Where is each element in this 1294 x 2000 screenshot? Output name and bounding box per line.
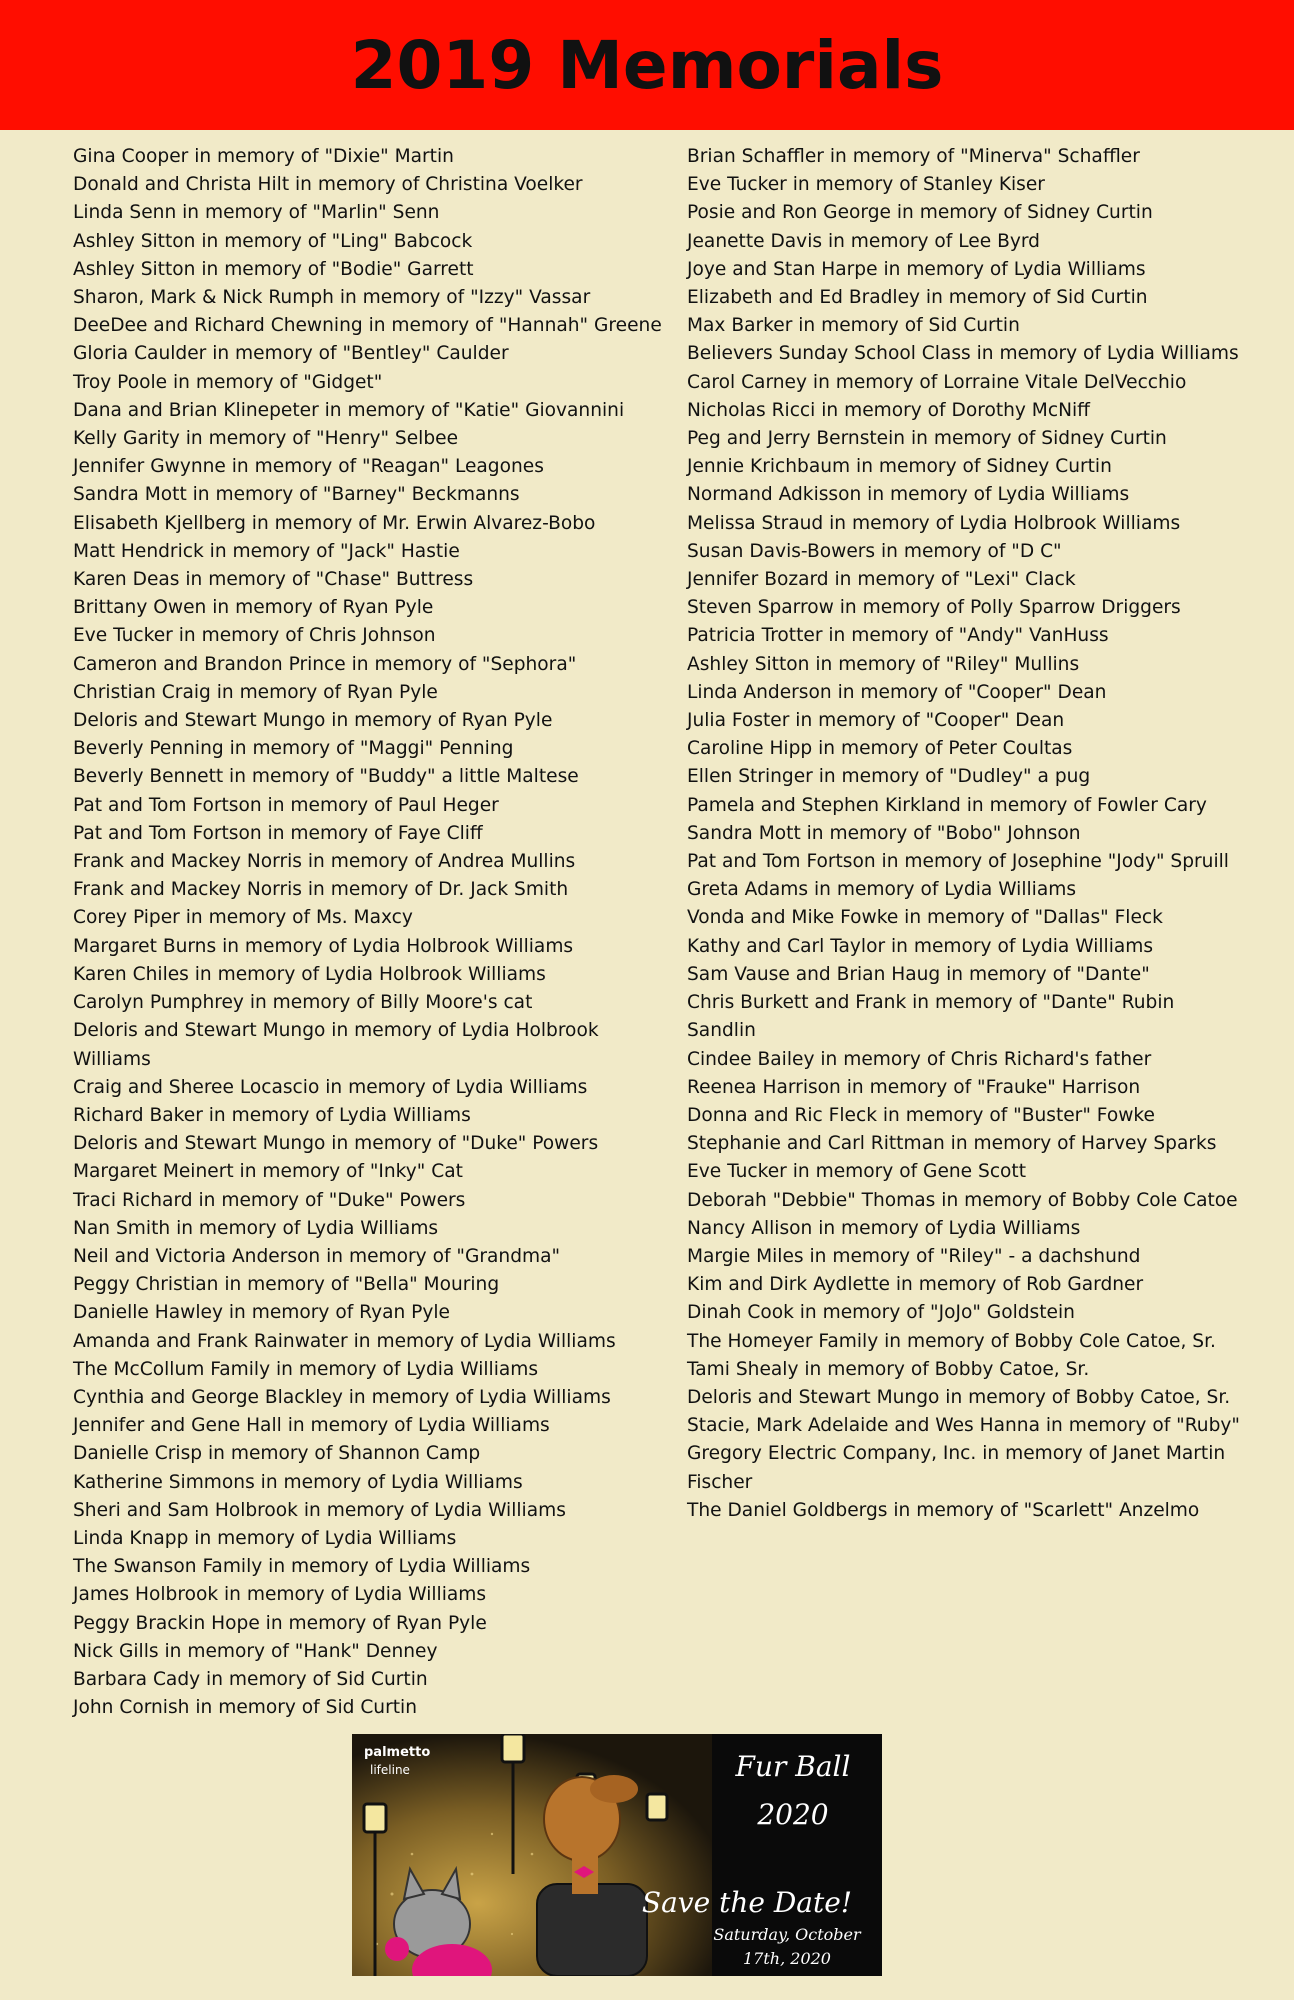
memorial-entry: Nancy Allison in memory of Lydia Williams bbox=[687, 1217, 1081, 1239]
memorial-entry: Deloris and Stewart Mungo in memory of Bobby Catoe, Sr. bbox=[687, 1386, 1231, 1408]
memorial-entry: Karen Chiles in memory of Lydia Holbrook Williams bbox=[73, 963, 546, 985]
memorials-right-column bbox=[687, 143, 1247, 1525]
memorial-entry: Dana and Brian Klinepeter in memory of "Katie" Giovannini bbox=[73, 399, 625, 421]
memorial-entry: Max Barker in memory of Sid Curtin bbox=[687, 315, 1020, 337]
logo-line2: lifeline bbox=[370, 1763, 410, 1777]
memorial-entry: Eve Tucker in memory of Chris Johnson bbox=[73, 625, 436, 647]
memorial-entry: Jennifer and Gene Hall in memory of Lydia Williams bbox=[73, 1415, 550, 1437]
memorial-entry: Eve Tucker in memory of Stanley Kiser bbox=[687, 174, 1045, 196]
memorial-entry: Gregory Electric Company, Inc. in memory of Janet Martin Fischer bbox=[687, 1443, 1226, 1493]
memorial-entry: Joye and Stan Harpe in memory of Lydia Williams bbox=[687, 258, 1146, 280]
memorial-entry: Margaret Burns in memory of Lydia Holbrook Williams bbox=[73, 935, 574, 957]
memorial-entry: Stacie, Mark Adelaide and Wes Hanna in memory of "Ruby" bbox=[687, 1415, 1240, 1437]
memorial-entry: Troy Poole in memory of "Gidget" bbox=[73, 371, 383, 393]
memorial-entry: Jeanette Davis in memory of Lee Byrd bbox=[687, 230, 1040, 252]
memorial-entry: Believers Sunday School Class in memory of Lydia Williams bbox=[687, 343, 1239, 365]
memorial-entry: Sandra Mott in memory of "Barney" Beckmanns bbox=[73, 484, 520, 506]
memorials-left-column bbox=[73, 143, 673, 1722]
memorial-entry: Christian Craig in memory of Ryan Pyle bbox=[73, 681, 438, 703]
memorial-entry: Jennifer Bozard in memory of "Lexi" Clack bbox=[687, 569, 1076, 591]
event-name: Fur Ball bbox=[735, 1750, 851, 1783]
memorial-entry: Linda Anderson in memory of "Cooper" Dean bbox=[687, 681, 1107, 703]
memorial-entry: Tami Shealy in memory of Bobby Catoe, Sr. bbox=[687, 1358, 1090, 1380]
memorial-entry: Eve Tucker in memory of Gene Scott bbox=[687, 1161, 1026, 1183]
memorial-entry: Gloria Caulder in memory of "Bentley" Caulder bbox=[73, 343, 509, 365]
memorial-entry: The Daniel Goldbergs in memory of "Scarlett" Anzelmo bbox=[687, 1499, 1200, 1521]
memorial-entry: Traci Richard in memory of "Duke" Powers bbox=[73, 1189, 466, 1211]
memorial-entry: Nick Gills in memory of "Hank" Denney bbox=[73, 1640, 438, 1662]
memorial-entry: Dinah Cook in memory of "JoJo" Goldstein bbox=[687, 1302, 1075, 1324]
memorial-entry: Peg and Jerry Bernstein in memory of Sidney Curtin bbox=[687, 428, 1167, 450]
memorial-entry: Richard Baker in memory of Lydia Williams bbox=[73, 1104, 471, 1126]
memorial-entry: Craig and Sheree Locascio in memory of Lydia Williams bbox=[73, 1076, 588, 1098]
memorial-entry: Sharon, Mark & Nick Rumph in memory of "Izzy" Vassar bbox=[73, 287, 591, 309]
memorial-entry: Cameron and Brandon Prince in memory of "Sephora" bbox=[73, 653, 577, 675]
memorial-entry: Linda Knapp in memory of Lydia Williams bbox=[73, 1527, 457, 1549]
memorial-entry: Jennifer Gwynne in memory of "Reagan" Leagones bbox=[73, 456, 544, 478]
flyer-graphic bbox=[352, 1734, 882, 1976]
memorial-entry: Peggy Christian in memory of "Bella" Mouring bbox=[73, 1274, 500, 1296]
logo-line1: palmetto bbox=[364, 1745, 431, 1760]
memorial-entry: Katherine Simmons in memory of Lydia Williams bbox=[73, 1471, 523, 1493]
memorial-entry: Brian Schaffler in memory of "Minerva" Schaffler bbox=[687, 146, 1140, 167]
memorial-entry: Peggy Brackin Hope in memory of Ryan Pyle bbox=[73, 1612, 487, 1634]
memorial-entry: Reenea Harrison in memory of "Frauke" Harrison bbox=[687, 1076, 1141, 1098]
memorial-entry: Sandra Mott in memory of "Bobo" Johnson bbox=[687, 822, 1081, 844]
memorial-entry: Julia Foster in memory of "Cooper" Dean bbox=[687, 710, 1065, 732]
memorial-entry: Deborah "Debbie" Thomas in memory of Bobby Cole Catoe bbox=[687, 1189, 1238, 1211]
memorial-entry: Kim and Dirk Aydlette in memory of Rob Gardner bbox=[687, 1274, 1144, 1296]
memorial-entry: Kelly Garity in memory of "Henry" Selbee bbox=[73, 428, 459, 450]
memorial-entry: Steven Sparrow in memory of Polly Sparrow Driggers bbox=[687, 597, 1181, 619]
event-date-line1: Saturday, October bbox=[713, 1925, 861, 1944]
memorial-entry: Ashley Sitton in memory of "Riley" Mullins bbox=[687, 653, 1080, 675]
memorial-entry: Donna and Ric Fleck in memory of "Buster" Fowke bbox=[687, 1104, 1155, 1126]
memorial-entry: Vonda and Mike Fowke in memory of "Dallas" Fleck bbox=[687, 907, 1163, 929]
memorial-entry: Gina Cooper in memory of "Dixie" Martin bbox=[73, 146, 454, 167]
memorial-entry: Beverly Bennett in memory of "Buddy" a little Maltese bbox=[73, 766, 579, 788]
memorial-entry: Pamela and Stephen Kirkland in memory of Fowler Cary bbox=[687, 794, 1207, 816]
event-date-line2: 17th, 2020 bbox=[743, 1949, 831, 1968]
memorial-entry: Linda Senn in memory of "Marlin" Senn bbox=[73, 202, 440, 224]
memorial-entry: Pat and Tom Fortson in memory of Faye Cliff bbox=[73, 822, 483, 844]
memorial-entry: Deloris and Stewart Mungo in memory of Lydia Holbrook Williams bbox=[73, 1020, 599, 1070]
memorial-entry: Carol Carney in memory of Lorraine Vitale DelVecchio bbox=[687, 371, 1187, 393]
memorial-entry: Cynthia and George Blackley in memory of Lydia Williams bbox=[73, 1386, 611, 1408]
memorial-entry: Karen Deas in memory of "Chase" Buttress bbox=[73, 569, 474, 591]
memorial-entry: Nicholas Ricci in memory of Dorothy McNiff bbox=[687, 399, 1090, 421]
memorial-entry: Frank and Mackey Norris in memory of Andrea Mullins bbox=[73, 851, 576, 873]
memorial-entry: Deloris and Stewart Mungo in memory of Ryan Pyle bbox=[73, 710, 553, 732]
memorial-entry: Neil and Victoria Anderson in memory of "Grandma" bbox=[73, 1245, 561, 1267]
memorial-entry: The McCollum Family in memory of Lydia Williams bbox=[73, 1358, 539, 1380]
memorial-entry: Sam Vause and Brian Haug in memory of "Dante" bbox=[687, 963, 1150, 985]
memorial-entry: Brittany Owen in memory of Ryan Pyle bbox=[73, 597, 434, 619]
header-banner bbox=[0, 0, 1294, 130]
memorial-entry: Normand Adkisson in memory of Lydia Williams bbox=[687, 484, 1130, 506]
memorial-entry: Elizabeth and Ed Bradley in memory of Sid Curtin bbox=[687, 287, 1148, 309]
event-year: 2020 bbox=[757, 1798, 829, 1831]
memorial-entry: Ashley Sitton in memory of "Bodie" Garrett bbox=[73, 258, 474, 280]
memorial-entry: Cindee Bailey in memory of Chris Richard's father bbox=[687, 1048, 1152, 1070]
memorial-entry: Jennie Krichbaum in memory of Sidney Curtin bbox=[687, 456, 1112, 478]
memorial-entry: Frank and Mackey Norris in memory of Dr. Jack Smith bbox=[73, 879, 569, 901]
memorial-entry: James Holbrook in memory of Lydia Williams bbox=[73, 1584, 487, 1606]
memorial-entry: Kathy and Carl Taylor in memory of Lydia Williams bbox=[687, 935, 1154, 957]
memorial-entry: The Homeyer Family in memory of Bobby Cole Catoe, Sr. bbox=[687, 1330, 1216, 1352]
memorial-entry: Melissa Straud in memory of Lydia Holbrook Williams bbox=[687, 512, 1181, 534]
memorial-entry: Margaret Meinert in memory of "Inky" Cat bbox=[73, 1161, 463, 1183]
memorial-entry: Ellen Stringer in memory of "Dudley" a pug bbox=[687, 766, 1091, 788]
memorial-entry: Patricia Trotter in memory of "Andy" VanHuss bbox=[687, 625, 1109, 647]
memorial-entry: Chris Burkett and Frank in memory of "Dante" Rubin Sandlin bbox=[687, 992, 1175, 1042]
memorial-entry: Susan Davis-Bowers in memory of "D C" bbox=[687, 540, 1062, 562]
memorial-entry: Ashley Sitton in memory of "Ling" Babcock bbox=[73, 230, 473, 252]
memorial-entry: Matt Hendrick in memory of "Jack" Hastie bbox=[73, 540, 460, 562]
memorial-entry: Deloris and Stewart Mungo in memory of "Duke" Powers bbox=[73, 1133, 599, 1155]
save-the-date: Save the Date! bbox=[641, 1886, 853, 1919]
memorial-entry: Amanda and Frank Rainwater in memory of Lydia Williams bbox=[73, 1330, 616, 1352]
memorial-entry: Donald and Christa Hilt in memory of Christina Voelker bbox=[73, 174, 583, 196]
page-title: 2019 Memorials bbox=[350, 26, 944, 104]
memorial-entry: Posie and Ron George in memory of Sidney Curtin bbox=[687, 202, 1153, 224]
memorial-entry: DeeDee and Richard Chewning in memory of "Hannah" Greene bbox=[73, 315, 662, 337]
memorial-entry: Carolyn Pumphrey in memory of Billy Moore's cat bbox=[73, 992, 533, 1014]
memorial-entry: Corey Piper in memory of Ms. Maxcy bbox=[73, 907, 413, 929]
memorial-entry: Stephanie and Carl Rittman in memory of Harvey Sparks bbox=[687, 1133, 1217, 1155]
memorial-entry: John Cornish in memory of Sid Curtin bbox=[73, 1697, 417, 1719]
memorial-entry: Greta Adams in memory of Lydia Williams bbox=[687, 879, 1077, 901]
fur-ball-flyer bbox=[352, 1734, 882, 1976]
memorial-entry: Sheri and Sam Holbrook in memory of Lydia Williams bbox=[73, 1499, 566, 1521]
memorial-entry: Nan Smith in memory of Lydia Williams bbox=[73, 1217, 439, 1239]
memorial-entry: Pat and Tom Fortson in memory of Paul Heger bbox=[73, 794, 499, 816]
memorial-entry: Margie Miles in memory of "Riley" - a dachshund bbox=[687, 1245, 1141, 1267]
memorial-entry: Pat and Tom Fortson in memory of Josephine "Jody" Spruill bbox=[687, 851, 1229, 873]
memorial-entry: Beverly Penning in memory of "Maggi" Penning bbox=[73, 738, 514, 760]
memorial-entry: Caroline Hipp in memory of Peter Coultas bbox=[687, 738, 1073, 760]
memorial-entry: Barbara Cady in memory of Sid Curtin bbox=[73, 1668, 428, 1690]
memorial-entry: The Swanson Family in memory of Lydia Williams bbox=[73, 1556, 531, 1578]
memorial-entry: Elisabeth Kjellberg in memory of Mr. Erwin Alvarez-Bobo bbox=[73, 512, 596, 534]
memorial-entry: Danielle Crisp in memory of Shannon Camp bbox=[73, 1443, 481, 1465]
memorial-entry: Danielle Hawley in memory of Ryan Pyle bbox=[73, 1302, 450, 1324]
